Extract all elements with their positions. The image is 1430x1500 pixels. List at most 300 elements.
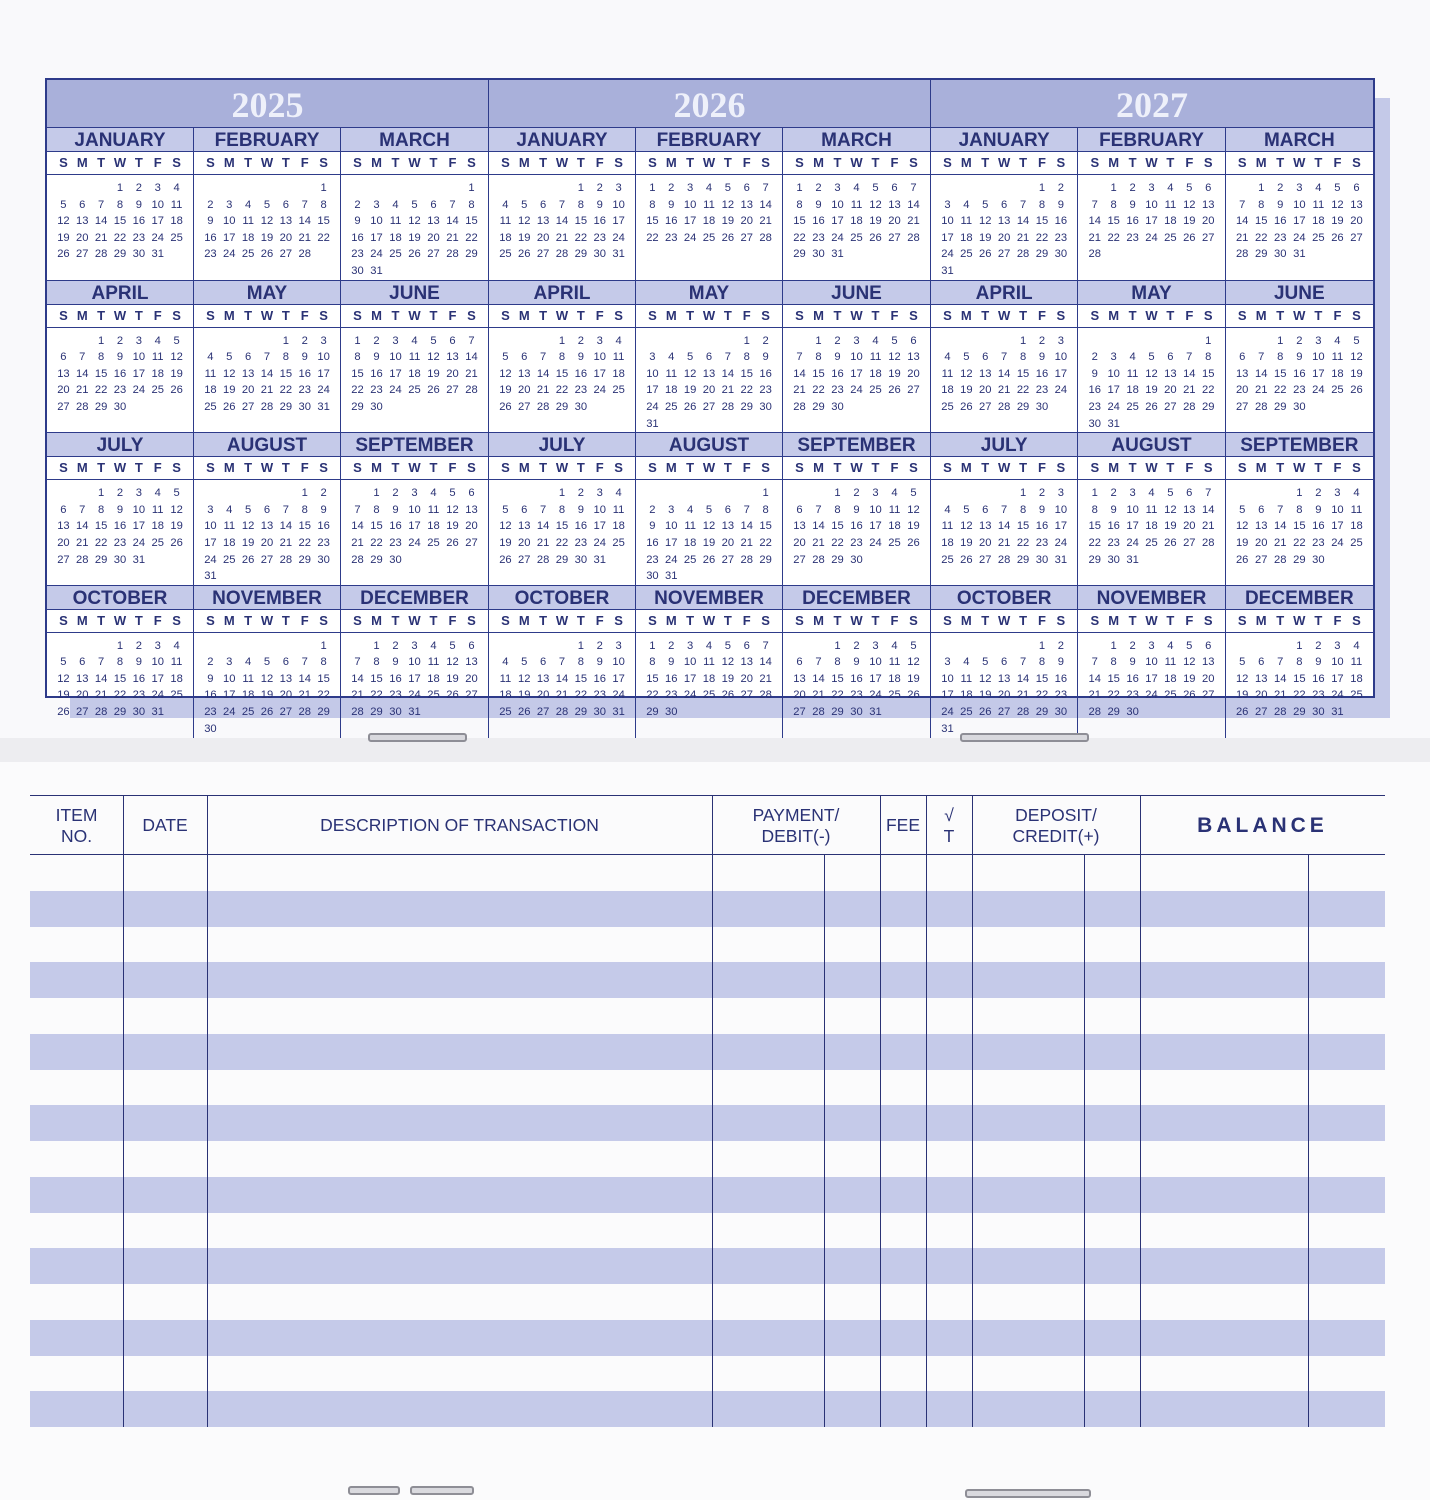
day-number: [167, 246, 186, 263]
day-number: 6: [982, 351, 989, 364]
weekday-letter: W: [1293, 460, 1306, 476]
weekday-header: [47, 305, 193, 328]
weekday-letter: W: [555, 307, 569, 323]
day-number: 12: [702, 520, 716, 533]
day-number: 8: [762, 503, 769, 516]
day-number: 3: [944, 198, 951, 211]
day-number: 9: [577, 351, 584, 364]
day-number: 17: [1054, 367, 1068, 380]
day-number: 17: [151, 215, 164, 228]
day-number: 15: [574, 672, 588, 685]
weekday-letter: F: [448, 612, 457, 628]
day-number: [348, 180, 367, 197]
day-number: 27: [260, 553, 274, 566]
day-number: 27: [1350, 231, 1363, 244]
day-number: 18: [408, 367, 421, 380]
week-row: [1078, 654, 1224, 671]
week-row: [47, 213, 193, 230]
weekday-letter: S: [761, 612, 770, 628]
day-number: 30: [665, 706, 678, 719]
day-number: 10: [941, 672, 954, 685]
day-number: 8: [1296, 656, 1303, 669]
day-number: 5: [502, 503, 509, 516]
day-number: 17: [1312, 367, 1325, 380]
day-number: [201, 485, 220, 502]
week-row: [783, 485, 930, 502]
day-number: 3: [668, 503, 675, 516]
month-calendar: [489, 586, 636, 739]
day-number: 14: [812, 672, 825, 685]
weekday-letter: F: [153, 155, 162, 170]
weekday-letter: S: [319, 460, 328, 476]
day-number: 24: [593, 536, 606, 549]
weekday-letter: F: [1185, 612, 1194, 628]
week-row: [194, 721, 340, 738]
day-number: 6: [60, 503, 67, 516]
day-number: [258, 485, 277, 502]
week-row: [931, 349, 1077, 366]
week-row: [931, 213, 1077, 230]
day-number: [1347, 704, 1366, 721]
week-row: [636, 552, 782, 569]
week-row: [489, 382, 635, 399]
day-number: 18: [960, 689, 973, 702]
day-number: [995, 638, 1014, 655]
week-row: [489, 671, 635, 688]
weekday-letter: S: [761, 460, 770, 476]
day-number: 15: [370, 672, 383, 685]
day-number: 13: [465, 503, 478, 516]
day-number: 26: [1235, 553, 1249, 566]
day-number: 13: [979, 520, 992, 533]
week-row: [489, 180, 635, 197]
day-number: 27: [1255, 553, 1268, 566]
day-number: [276, 721, 295, 738]
day-number: [515, 333, 534, 350]
month-days: [47, 633, 193, 721]
day-number: [1233, 485, 1252, 502]
day-number: 9: [1277, 198, 1284, 211]
day-number: 28: [555, 248, 569, 261]
day-number: 21: [1183, 384, 1196, 397]
day-number: 3: [615, 639, 622, 652]
day-number: 4: [1353, 487, 1360, 500]
day-number: 15: [1107, 215, 1120, 228]
week-row: [341, 263, 488, 280]
weekday-letter: S: [1203, 612, 1213, 628]
day-number: 4: [668, 351, 675, 364]
day-number: [1142, 552, 1161, 569]
day-number: 17: [941, 689, 954, 702]
day-number: [938, 180, 957, 197]
day-number: [737, 704, 756, 721]
day-number: 13: [1201, 656, 1215, 669]
day-number: 28: [536, 400, 550, 413]
day-number: 5: [705, 503, 713, 516]
week-row: [194, 180, 340, 197]
day-number: 7: [1091, 656, 1098, 669]
day-number: 14: [94, 215, 108, 228]
day-number: 14: [1201, 503, 1215, 516]
day-number: 7: [282, 503, 289, 516]
day-number: 13: [465, 656, 478, 669]
weekday-letter: F: [300, 155, 309, 170]
day-number: 22: [1274, 384, 1287, 397]
week-row: [1226, 502, 1373, 519]
day-number: 20: [57, 384, 70, 397]
day-number: 24: [408, 536, 421, 549]
day-number: 17: [646, 384, 659, 397]
day-number: 26: [499, 553, 512, 566]
weekday-letter: S: [795, 155, 804, 170]
day-number: 30: [574, 400, 588, 413]
day-number: 14: [759, 656, 772, 669]
day-number: 29: [1293, 553, 1306, 566]
day-number: 29: [370, 706, 383, 719]
day-number: 19: [518, 231, 531, 244]
month-name: MAY: [1078, 281, 1224, 305]
day-number: [718, 568, 737, 585]
month-name: SEPTEMBER: [341, 433, 488, 457]
week-row: [1078, 671, 1224, 688]
weekday-letter: S: [1352, 612, 1361, 628]
day-number: 15: [113, 215, 127, 228]
header-payment-debit: PAYMENT/ DEBIT(-): [752, 804, 840, 846]
day-number: 2: [207, 656, 214, 669]
weekday-header: [341, 457, 488, 480]
day-number: 5: [521, 198, 528, 211]
day-number: 21: [1235, 231, 1249, 244]
day-number: 27: [793, 553, 806, 566]
week-row: [47, 502, 193, 519]
day-number: 10: [869, 503, 882, 516]
day-number: 23: [1312, 689, 1325, 702]
day-number: 15: [1088, 520, 1101, 533]
weekday-letter: F: [153, 612, 162, 628]
weekday-header: [1078, 152, 1224, 175]
weekday-letter: S: [614, 460, 623, 476]
day-number: 28: [94, 248, 108, 261]
day-number: 11: [665, 367, 678, 380]
day-number: 8: [354, 351, 361, 364]
weekday-letter: F: [890, 612, 899, 628]
weekday-letter: F: [1333, 612, 1342, 628]
day-number: 29: [759, 553, 772, 566]
day-number: [866, 399, 885, 416]
day-number: 7: [79, 351, 86, 364]
weekday-letter: S: [943, 612, 952, 628]
day-number: 18: [204, 384, 217, 397]
day-number: 9: [577, 503, 584, 516]
day-number: 6: [60, 351, 67, 364]
week-row: [931, 502, 1077, 519]
week-row: [1078, 382, 1224, 399]
day-number: 8: [743, 351, 750, 364]
day-number: [239, 180, 258, 197]
week-row: [489, 230, 635, 247]
register-row-stripe: [30, 1177, 1385, 1213]
day-number: 12: [446, 656, 459, 669]
day-number: 21: [94, 231, 108, 244]
day-number: 15: [759, 520, 772, 533]
day-number: 4: [154, 334, 161, 347]
month-days: [1078, 480, 1224, 568]
week-row: [636, 502, 782, 519]
day-number: 13: [1350, 198, 1363, 211]
month-name: JULY: [931, 433, 1077, 457]
weekday-header: [1226, 152, 1373, 175]
day-number: [1180, 704, 1199, 721]
day-number: 30: [850, 706, 863, 719]
week-row: [341, 230, 488, 247]
month-grid: [931, 128, 1373, 738]
week-row: [1078, 518, 1224, 535]
week-row: [489, 366, 635, 383]
weekday-letter: T: [1019, 612, 1028, 628]
day-number: 6: [521, 351, 528, 364]
month-name: AUGUST: [1078, 433, 1224, 457]
day-number: 30: [593, 248, 606, 261]
week-row: [1226, 399, 1373, 416]
day-number: 15: [646, 215, 659, 228]
day-number: 13: [536, 672, 550, 685]
day-number: 23: [298, 384, 311, 397]
day-number: 12: [57, 672, 70, 685]
day-number: [496, 333, 515, 350]
day-number: [443, 180, 462, 197]
register-row-stripe: [30, 891, 1385, 927]
day-number: [904, 704, 923, 721]
day-number: 24: [1312, 384, 1325, 397]
day-number: 7: [743, 503, 750, 516]
day-number: 5: [1186, 182, 1193, 194]
day-number: [681, 416, 700, 433]
weekday-letter: T: [871, 155, 880, 170]
day-number: 28: [298, 248, 311, 261]
day-number: 13: [518, 520, 531, 533]
day-number: [1252, 638, 1271, 655]
day-number: 30: [646, 570, 659, 583]
weekday-letter: W: [998, 612, 1011, 628]
day-number: 15: [1255, 215, 1268, 228]
day-number: 6: [724, 503, 731, 516]
day-number: 27: [793, 706, 806, 719]
day-number: 21: [446, 231, 459, 244]
day-number: [496, 485, 515, 502]
day-number: 18: [427, 672, 440, 685]
day-number: 17: [132, 520, 146, 533]
column-divider: [207, 796, 208, 855]
day-number: 6: [1353, 182, 1360, 194]
day-number: 25: [612, 384, 625, 397]
day-number: 1: [834, 639, 841, 652]
day-number: 2: [577, 334, 584, 347]
day-number: 10: [1331, 656, 1344, 669]
month-days: [636, 175, 782, 246]
month-days: [783, 480, 930, 568]
day-number: 11: [888, 503, 901, 516]
day-number: [386, 180, 405, 197]
day-number: [220, 180, 239, 197]
weekday-letter: W: [850, 307, 863, 323]
day-number: 30: [1274, 248, 1287, 261]
day-number: 22: [465, 231, 478, 244]
weekday-letter: F: [1185, 460, 1194, 476]
day-number: [957, 263, 976, 280]
day-number: 27: [446, 384, 459, 397]
week-row: [931, 197, 1077, 214]
day-number: 3: [596, 334, 603, 347]
day-number: 15: [1016, 520, 1030, 533]
day-number: [756, 416, 775, 433]
day-number: 20: [979, 384, 992, 397]
weekday-letter: M: [518, 460, 530, 476]
week-row: [783, 638, 930, 655]
weekday-letter: T: [281, 155, 290, 170]
day-number: 30: [298, 400, 311, 413]
week-row: [1226, 535, 1373, 552]
day-number: 7: [263, 351, 271, 364]
day-number: 10: [1126, 503, 1139, 516]
day-number: [847, 399, 866, 416]
week-row: [341, 535, 488, 552]
day-number: [718, 485, 737, 502]
day-number: 25: [1164, 231, 1177, 244]
day-number: 24: [151, 689, 164, 702]
weekday-letter: M: [518, 155, 530, 170]
day-number: 18: [170, 672, 183, 685]
day-number: 27: [997, 706, 1011, 719]
weekday-letter: T: [539, 460, 548, 476]
day-number: 9: [116, 503, 124, 516]
month-days: [931, 175, 1077, 280]
day-number: 10: [1293, 198, 1306, 211]
week-row: [636, 654, 782, 671]
week-row: [636, 197, 782, 214]
weekday-letter: T: [1276, 307, 1285, 323]
month-name: OCTOBER: [489, 586, 635, 610]
month-name: JULY: [47, 433, 193, 457]
day-number: 18: [427, 520, 440, 533]
day-number: 18: [612, 367, 625, 380]
day-number: 13: [1255, 520, 1268, 533]
day-number: 30: [593, 706, 606, 719]
day-number: 17: [317, 367, 330, 380]
weekday-letter: T: [134, 460, 143, 476]
day-number: 1: [1038, 182, 1046, 194]
day-number: 1: [1019, 334, 1027, 347]
day-number: 26: [57, 248, 70, 261]
day-number: [1014, 263, 1033, 280]
day-number: 13: [76, 215, 89, 228]
day-number: 19: [1145, 384, 1158, 397]
day-number: 8: [116, 656, 124, 669]
weekday-header: [341, 152, 488, 175]
day-number: 7: [762, 639, 769, 652]
day-number: 27: [536, 248, 550, 261]
day-number: 11: [703, 198, 715, 211]
week-row: [341, 246, 488, 263]
register-header: [30, 795, 1385, 855]
day-number: 5: [430, 334, 437, 347]
day-number: 12: [1183, 656, 1196, 669]
week-row: [931, 687, 1077, 704]
day-number: [92, 638, 111, 655]
day-number: 24: [1126, 536, 1139, 549]
day-number: 19: [1350, 367, 1363, 380]
week-row: [636, 230, 782, 247]
day-number: 7: [1258, 351, 1265, 364]
day-number: 2: [834, 334, 841, 347]
month-name: DECEMBER: [783, 586, 930, 610]
day-number: [314, 246, 333, 263]
day-number: 12: [260, 215, 274, 228]
day-number: 27: [427, 248, 440, 261]
day-number: 29: [94, 553, 108, 566]
weekday-letter: T: [539, 307, 548, 323]
day-number: 1: [282, 334, 289, 347]
day-number: 26: [702, 553, 716, 566]
week-row: [47, 349, 193, 366]
weekday-letter: M: [665, 612, 677, 628]
year-title: 2025: [47, 80, 488, 128]
register-row-stripe: [30, 1320, 1385, 1356]
day-number: 23: [850, 536, 863, 549]
day-number: [1142, 333, 1161, 350]
weekday-letter: T: [1314, 612, 1323, 628]
weekday-letter: M: [1255, 612, 1267, 628]
day-number: 16: [1126, 672, 1139, 685]
day-number: [1233, 333, 1252, 350]
weekday-letter: T: [576, 307, 585, 323]
day-number: [424, 552, 443, 569]
month-name: NOVEMBER: [1078, 586, 1224, 610]
day-number: 7: [1019, 198, 1027, 211]
day-number: [995, 180, 1014, 197]
weekday-letter: M: [1108, 307, 1120, 323]
day-number: 25: [241, 706, 255, 719]
day-number: 24: [1145, 231, 1158, 244]
day-number: 12: [1235, 672, 1249, 685]
day-number: 14: [1274, 520, 1287, 533]
day-number: 11: [1331, 351, 1344, 364]
day-number: 13: [702, 367, 716, 380]
day-number: [756, 568, 775, 585]
day-number: [1328, 399, 1347, 416]
day-number: 14: [279, 520, 293, 533]
day-number: 19: [223, 384, 236, 397]
day-number: 11: [1350, 503, 1363, 516]
day-number: 20: [536, 231, 550, 244]
weekday-letter: T: [244, 307, 253, 323]
day-number: 12: [869, 198, 882, 211]
register-row-stripe: [30, 1034, 1385, 1070]
day-number: 11: [703, 656, 715, 669]
day-number: 23: [1312, 536, 1325, 549]
day-number: 4: [891, 639, 898, 652]
month-name: MARCH: [783, 128, 930, 152]
month-calendar: [341, 281, 488, 434]
day-number: 6: [521, 503, 528, 516]
day-number: 19: [260, 689, 274, 702]
month-days: [47, 175, 193, 263]
week-row: [931, 399, 1077, 416]
day-number: 4: [963, 198, 970, 211]
day-number: 5: [521, 656, 528, 669]
day-number: 18: [1164, 215, 1177, 228]
day-number: 29: [555, 553, 569, 566]
day-number: 12: [907, 503, 920, 516]
